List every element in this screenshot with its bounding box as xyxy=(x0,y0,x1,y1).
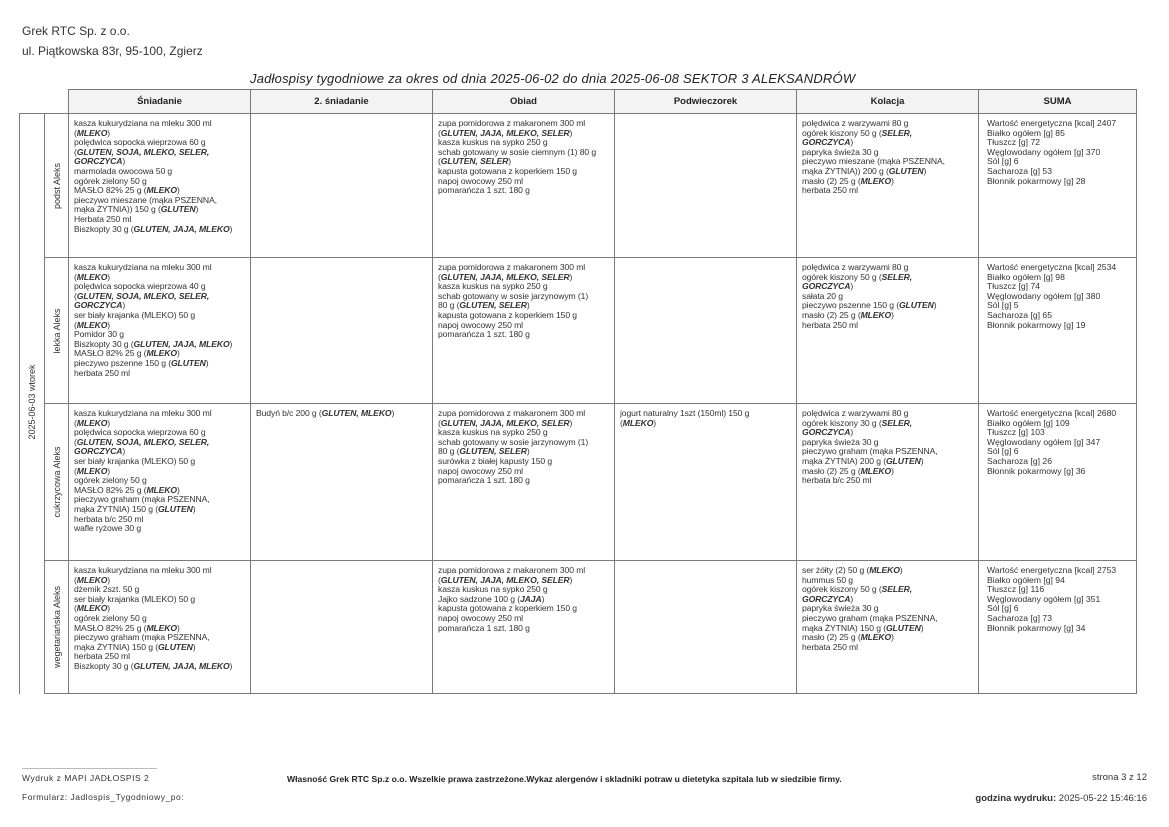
menu-line: pomarańcza 1 szt. 180 g xyxy=(438,475,530,486)
menu-line: GORCZYCA) xyxy=(802,593,854,604)
menu-line: polędwica sopocka wieprzowa 40 g xyxy=(74,281,206,292)
meal-cell-kolacja xyxy=(797,404,979,561)
menu-line: ogórek kiszony 50 g (SELER, xyxy=(802,271,913,282)
menu-line: mąka ŻYTNIA) 150 g (GLUTEN) xyxy=(802,622,924,633)
menu-line: ogórek kiszony 30 g (SELER, xyxy=(802,417,913,428)
menu-line: (MLEKO) xyxy=(74,127,111,138)
menu-line: schab gotowany w sosie jarzynowym (1) xyxy=(438,436,589,447)
menu-line: Białko ogółem [g] 109 xyxy=(987,417,1070,428)
menu-line: (MLEKO) xyxy=(74,319,111,330)
day-cell xyxy=(20,114,45,694)
menu-line: Tłuszcz [g] 103 xyxy=(987,427,1045,438)
menu-line: MASŁO 82% 25 g (MLEKO) xyxy=(74,622,180,633)
menu-line: Budyń b/c 200 g (GLUTEN, MLEKO) xyxy=(256,408,395,418)
menu-line: pomarańcza 1 szt. 180 g xyxy=(438,329,530,340)
menu-line: 80 g (GLUTEN, SELER) xyxy=(438,300,530,311)
menu-line: GORCZYCA) xyxy=(74,156,126,167)
menu-line: masło (2) 25 g (MLEKO) xyxy=(802,632,894,643)
menu-line: dżemik 2szt. 50 g xyxy=(74,584,140,595)
menu-line: polędwica z warzywami 80 g xyxy=(802,262,909,272)
footer-form: Formularz: Jadlospis_Tygodniowy_po: xyxy=(22,792,185,802)
menu-line: Sól [g] 6 xyxy=(987,446,1019,457)
menu-line: napoj owocowy 250 ml xyxy=(438,175,523,186)
menu-line: masło (2) 25 g (MLEKO) xyxy=(802,465,894,476)
page-number: strona 3 z 12 xyxy=(1092,772,1147,783)
column-header-kolacja: Kolacja xyxy=(797,90,979,114)
menu-line: (MLEKO) xyxy=(74,417,111,428)
print-time-label: godzina wydruku: xyxy=(975,793,1057,804)
menu-line: (MLEKO) xyxy=(74,465,111,476)
menu-line: polędwica z warzywami 80 g xyxy=(802,118,909,128)
menu-line: herbata 250 ml xyxy=(74,651,130,662)
menu-line: zupa pomidorowa z makaronem 300 ml xyxy=(438,118,586,128)
menu-line: Białko ogółem [g] 85 xyxy=(987,127,1065,138)
menu-line: Tłuszcz [g] 72 xyxy=(987,137,1041,148)
menu-line: kasza kukurydziana na mleku 300 ml xyxy=(74,262,212,272)
meal-cell-obiad xyxy=(433,114,615,258)
menu-line: Sól [g] 5 xyxy=(987,300,1019,311)
menu-line: GORCZYCA) xyxy=(74,446,126,457)
menu-line: kasza kuskus na sypko 250 g xyxy=(438,137,548,148)
menu-line: papryka świeża 30 g xyxy=(802,146,879,157)
header-blank xyxy=(20,90,45,114)
company-name: Grek RTC Sp. z o.o. xyxy=(22,24,130,38)
menu-line: pomarańcza 1 szt. 180 g xyxy=(438,622,530,633)
menu-line: herbata 250 ml xyxy=(802,185,858,196)
menu-line: mąka ŻYTNIA)) 200 g (GLUTEN) xyxy=(802,165,927,176)
column-header-podwieczorek: Podwieczorek xyxy=(615,90,797,114)
meal-cell-sniadanie xyxy=(69,404,251,561)
diet-label: wegetariańska Aleks xyxy=(51,585,62,669)
menu-line: (GLUTEN, JAJA, MLEKO, SELER) xyxy=(438,127,573,138)
menu-line: pieczywo graham (mąka PSZENNA, xyxy=(74,494,210,505)
meal-cell-sniadanie2 xyxy=(251,114,433,258)
menu-line: herbata 250 ml xyxy=(802,641,858,652)
menu-line: ogórek kiszony 50 g (SELER, xyxy=(802,584,913,595)
menu-line: herbata b/c 250 ml xyxy=(74,513,144,524)
header-blank xyxy=(45,90,69,114)
menu-line: pieczywo pszenne 150 g (GLUTEN) xyxy=(802,300,937,311)
menu-line: polędwica z warzywami 80 g xyxy=(802,408,909,418)
meal-cell-sniadanie2 xyxy=(251,258,433,404)
meal-cell-obiad xyxy=(433,404,615,561)
menu-line: schab gotowany w sosie jarzynowym (1) xyxy=(438,290,589,301)
menu-line: kasza kuskus na sypko 250 g xyxy=(438,427,548,438)
menu-line: Wartość energetyczna [kcal] 2407 xyxy=(987,118,1117,128)
menu-line: ogórek zielony 50 g xyxy=(74,475,147,486)
menu-line: Herbata 250 ml xyxy=(74,213,132,224)
menu-line: GORCZYCA) xyxy=(802,137,854,148)
menu-line: 80 g (GLUTEN, SELER) xyxy=(438,446,530,457)
menu-line: Błonnik pokarmowy [g] 28 xyxy=(987,175,1086,186)
print-time xyxy=(975,793,1147,804)
diet-cell xyxy=(45,404,69,561)
menu-line: (GLUTEN, SOJA, MLEKO, SELER, xyxy=(74,290,210,301)
menu-line: Wartość energetyczna [kcal] 2680 xyxy=(987,408,1117,418)
menu-line: napoj owocowy 250 ml xyxy=(438,319,523,330)
table-row xyxy=(20,561,1137,694)
print-time-value: 2025-05-22 15:46:16 xyxy=(1058,793,1147,804)
menu-line: kasza kuskus na sypko 250 g xyxy=(438,281,548,292)
nutrition-summary xyxy=(979,258,1137,404)
menu-line: (GLUTEN, JAJA, MLEKO, SELER) xyxy=(438,574,573,585)
diet-label: cukrzycowa Aleks xyxy=(51,446,62,518)
menu-line: Biszkopty 30 g (GLUTEN, JAJA, MLEKO) xyxy=(74,338,233,349)
menu-line: mąka ŻYTNIA) 150 g (GLUTEN) xyxy=(74,503,196,514)
menu-line: zupa pomidorowa z makaronem 300 ml xyxy=(438,408,586,418)
footer-divider xyxy=(22,768,157,769)
nutrition-summary xyxy=(979,114,1137,258)
menu-line: kapusta gotowana z koperkiem 150 g xyxy=(438,603,577,614)
diet-label: lekka Aleks xyxy=(51,307,62,354)
menu-line: Wartość energetyczna [kcal] 2534 xyxy=(987,262,1117,272)
meal-cell-obiad xyxy=(433,258,615,404)
footer-printout: Wydruk z MAPI JADŁOSPIS 2 xyxy=(22,773,150,783)
menu-line: herbata 250 ml xyxy=(802,319,858,330)
menu-line: Sacharoza [g] 65 xyxy=(987,309,1052,320)
menu-line: Węglowodany ogółem [g] 351 xyxy=(987,593,1101,604)
meal-cell-sniadanie2 xyxy=(251,404,433,561)
menu-line: MASŁO 82% 25 g (MLEKO) xyxy=(74,348,180,359)
meal-cell-kolacja xyxy=(797,258,979,404)
menu-line: Sól [g] 6 xyxy=(987,603,1019,614)
menu-line: (GLUTEN, SOJA, MLEKO, SELER, xyxy=(74,146,210,157)
meal-cell-sniadanie xyxy=(69,258,251,404)
menu-line: Tłuszcz [g] 116 xyxy=(987,584,1045,595)
menu-line: GORCZYCA) xyxy=(802,427,854,438)
table-row xyxy=(20,404,1137,561)
menu-line: Sacharoza [g] 73 xyxy=(987,612,1052,623)
menu-line: Węglowodany ogółem [g] 347 xyxy=(987,436,1101,447)
menu-line: pieczywo graham (mąka PSZENNA, xyxy=(802,446,938,457)
table-row xyxy=(20,114,1137,258)
menu-line: jogurt naturalny 1szt (150ml) 150 g xyxy=(620,408,750,418)
meal-cell-podwieczorek xyxy=(615,114,797,258)
table-header-row xyxy=(20,90,1137,114)
menu-line: (GLUTEN, JAJA, MLEKO, SELER) xyxy=(438,417,573,428)
column-header-obiad: Obiad xyxy=(433,90,615,114)
meal-cell-podwieczorek xyxy=(615,404,797,561)
menu-line: Białko ogółem [g] 94 xyxy=(987,574,1065,585)
column-header-sniadanie2: 2. śniadanie xyxy=(251,90,433,114)
document-title: Jadłospisy tygodniowe za okres od dnia 2025-06-02 do dnia 2025-06-08 SEKTOR 3 ALEKSANDRÓW xyxy=(250,71,856,86)
menu-line: ser biały krajanka (MLEKO) 50 g xyxy=(74,309,196,320)
menu-line: pomarańcza 1 szt. 180 g xyxy=(438,185,530,196)
meal-cell-kolacja xyxy=(797,561,979,694)
meal-cell-kolacja xyxy=(797,114,979,258)
menu-line: Sacharoza [g] 53 xyxy=(987,165,1052,176)
diet-cell xyxy=(45,258,69,404)
diet-label: podst Aleks xyxy=(51,162,62,209)
menu-line: mąka ŻYTNIA)) 150 g (GLUTEN) xyxy=(74,204,199,215)
table-row xyxy=(20,258,1137,404)
menu-line: Błonnik pokarmowy [g] 34 xyxy=(987,622,1086,633)
footer-copyright: Własność Grek RTC Sp.z o.o. Wszelkie prawa zastrzeżone.Wykaz alergenów i skladniki potraw u dietetyka szpitala lub w siedzibie firmy. xyxy=(287,774,842,784)
menu-line: herbata b/c 250 ml xyxy=(802,475,872,486)
meal-cell-podwieczorek xyxy=(615,561,797,694)
menu-line: hummus 50 g xyxy=(802,574,853,585)
menu-line: masło (2) 25 g (MLEKO) xyxy=(802,175,894,186)
menu-line: kasza kuskus na sypko 250 g xyxy=(438,584,548,595)
menu-line: polędwica sopocka wieprzowa 60 g xyxy=(74,137,206,148)
meal-cell-podwieczorek xyxy=(615,258,797,404)
menu-line: ogórek zielony 50 g xyxy=(74,175,147,186)
menu-line: pieczywo graham (mąka PSZENNA, xyxy=(802,612,938,623)
menu-line: ser biały krajanka (MLEKO) 50 g xyxy=(74,593,196,604)
menu-line: Błonnik pokarmowy [g] 36 xyxy=(987,465,1086,476)
menu-line: Pomidor 30 g xyxy=(74,329,124,340)
menu-line: wafle ryżowe 30 g xyxy=(74,523,142,534)
menu-line: (MLEKO) xyxy=(74,574,111,585)
menu-line: herbata 250 ml xyxy=(74,367,130,378)
menu-line: ogórek kiszony 50 g (SELER, xyxy=(802,127,913,138)
menu-line: (GLUTEN, SELER) xyxy=(438,156,511,167)
menu-line: (MLEKO) xyxy=(74,271,111,282)
menu-line: pieczywo mieszane (mąka PSZENNA, xyxy=(802,156,945,167)
menu-line: ogórek zielony 50 g xyxy=(74,612,147,623)
nutrition-summary xyxy=(979,561,1137,694)
menu-line: (MLEKO) xyxy=(74,603,111,614)
meal-cell-sniadanie xyxy=(69,114,251,258)
menu-line: pieczywo graham (mąka PSZENNA, xyxy=(74,632,210,643)
menu-line: zupa pomidorowa z makaronem 300 ml xyxy=(438,262,586,272)
menu-line: mąka ŻYTNIA) 150 g (GLUTEN) xyxy=(74,641,196,652)
menu-line: zupa pomidorowa z makaronem 300 ml xyxy=(438,565,586,575)
menu-line: Białko ogółem [g] 98 xyxy=(987,271,1065,282)
menu-line: kasza kukurydziana na mleku 300 ml xyxy=(74,408,212,418)
menu-line: Tłuszcz [g] 74 xyxy=(987,281,1041,292)
nutrition-summary xyxy=(979,404,1137,561)
menu-line: (MLEKO) xyxy=(620,417,657,428)
menu-line: kapusta gotowana z koperkiem 150 g xyxy=(438,309,577,320)
menu-line: Biszkopty 30 g (GLUTEN, JAJA, MLEKO) xyxy=(74,223,233,234)
menu-line: papryka świeża 30 g xyxy=(802,603,879,614)
menu-line: kasza kukurydziana na mleku 300 ml xyxy=(74,565,212,575)
menu-line: Węglowodany ogółem [g] 370 xyxy=(987,146,1101,157)
menu-line: GORCZYCA) xyxy=(74,300,126,311)
menu-line: Jajko sadzone 100 g (JAJA) xyxy=(438,593,545,604)
menu-line: (GLUTEN, SOJA, MLEKO, SELER, xyxy=(74,436,210,447)
menu-line: kapusta gotowana z koperkiem 150 g xyxy=(438,165,577,176)
menu-line: marmolada owocowa 50 g xyxy=(74,165,173,176)
menu-line: ser żółty (2) 50 g (MLEKO) xyxy=(802,565,903,575)
menu-line: schab gotowany w sosie ciemnym (1) 80 g xyxy=(438,146,597,157)
meal-cell-sniadanie2 xyxy=(251,561,433,694)
column-header-suma: SUMA xyxy=(979,90,1137,114)
menu-line: napoj owocowy 250 ml xyxy=(438,465,523,476)
menu-line: polędwica sopocka wieprzowa 60 g xyxy=(74,427,206,438)
menu-line: (GLUTEN, JAJA, MLEKO, SELER) xyxy=(438,271,573,282)
menu-line: surówka z białej kapusty 150 g xyxy=(438,455,553,466)
menu-line: pieczywo pszenne 150 g (GLUTEN) xyxy=(74,357,209,368)
menu-line: Węglowodany ogółem [g] 380 xyxy=(987,290,1101,301)
column-header-sniadanie: Śniadanie xyxy=(69,90,251,114)
menu-line: sałata 20 g xyxy=(802,290,843,301)
weekly-menu-table xyxy=(19,89,1137,694)
diet-cell xyxy=(45,114,69,258)
menu-line: GORCZYCA) xyxy=(802,281,854,292)
menu-line: pieczywo mieszane (mąka PSZENNA, xyxy=(74,194,217,205)
menu-line: mąka ŻYTNIA) 200 g (GLUTEN) xyxy=(802,455,924,466)
menu-line: Sacharoza [g] 26 xyxy=(987,455,1052,466)
menu-line: masło (2) 25 g (MLEKO) xyxy=(802,309,894,320)
menu-line: napoj owocowy 250 ml xyxy=(438,612,523,623)
company-address: ul. Piątkowska 83r, 95-100, Zgierz xyxy=(22,44,203,58)
meal-cell-sniadanie xyxy=(69,561,251,694)
menu-line: Biszkopty 30 g (GLUTEN, JAJA, MLEKO) xyxy=(74,660,233,671)
menu-line: papryka świeża 30 g xyxy=(802,436,879,447)
menu-line: kasza kukurydziana na mleku 300 ml xyxy=(74,118,212,128)
diet-cell xyxy=(45,561,69,694)
menu-line: MASŁO 82% 25 g (MLEKO) xyxy=(74,484,180,495)
menu-line: ser biały krajanka (MLEKO) 50 g xyxy=(74,455,196,466)
menu-line: Sól [g] 6 xyxy=(987,156,1019,167)
menu-line: Wartość energetyczna [kcal] 2753 xyxy=(987,565,1117,575)
menu-line: MASŁO 82% 25 g (MLEKO) xyxy=(74,185,180,196)
day-label: 2025-06-03 wtorek xyxy=(27,364,37,440)
meal-cell-obiad xyxy=(433,561,615,694)
menu-line: Błonnik pokarmowy [g] 19 xyxy=(987,319,1086,330)
